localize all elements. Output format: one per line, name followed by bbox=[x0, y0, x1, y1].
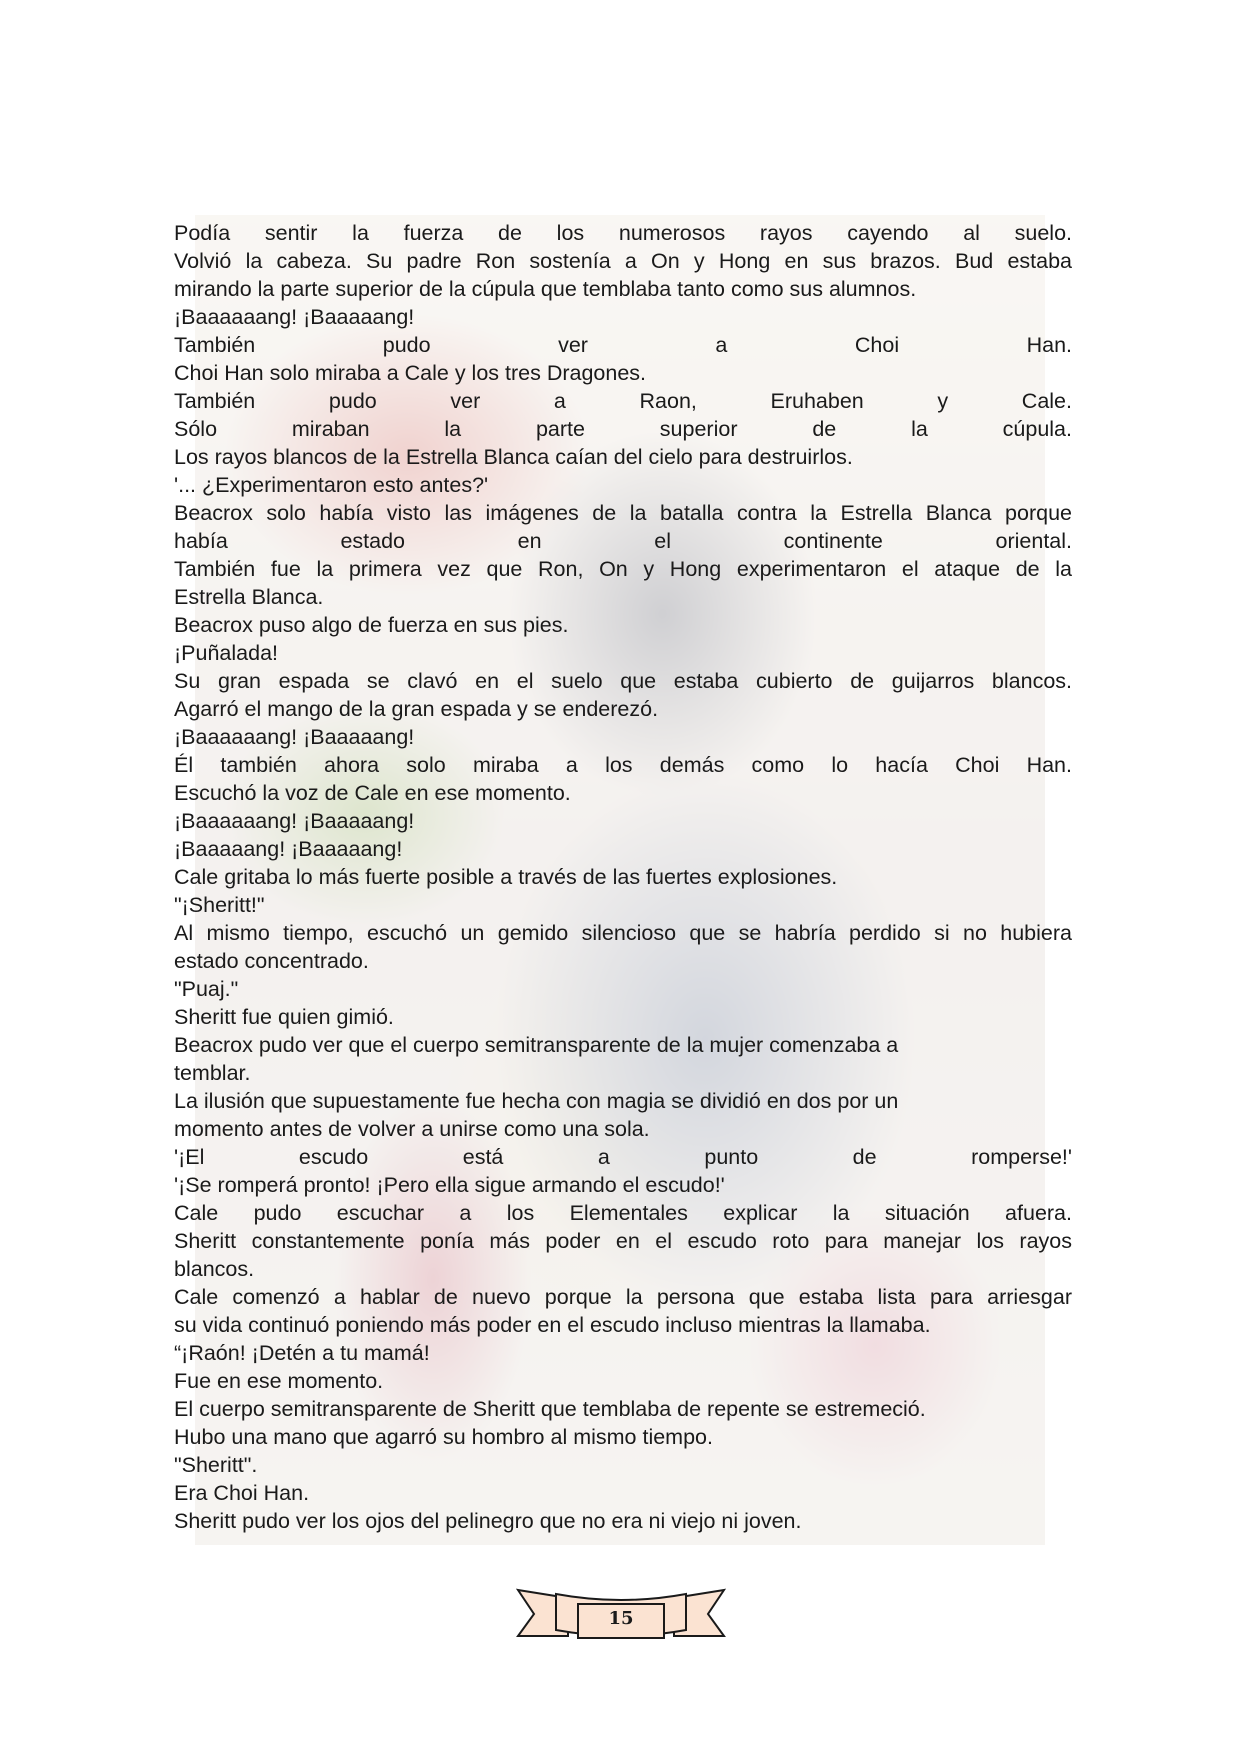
text-line: Estrella Blanca. bbox=[174, 585, 324, 609]
text-line: Sheritt fue quien gimió. bbox=[174, 1005, 394, 1029]
text-line: Sheritt pudo ver los ojos del pelinegro que no era ni viejo ni joven. bbox=[174, 1509, 802, 1533]
text-line: Cale pudo escuchar a los Elementales explicar la situación afuera. bbox=[174, 1201, 1072, 1225]
text-line: Beacrox solo había visto las imágenes de la batalla contra la Estrella Blanca porque bbox=[174, 501, 1072, 525]
text-line: Fue en ese momento. bbox=[174, 1369, 384, 1393]
text-line: La ilusión que supuestamente fue hecha con magia se dividió en dos por un bbox=[174, 1089, 899, 1113]
text-line: Al mismo tiempo, escuchó un gemido silencioso que se habría perdido si no hubiera bbox=[174, 921, 1072, 945]
text-line: El cuerpo semitransparente de Sheritt que temblaba de repente se estremeció. bbox=[174, 1397, 926, 1421]
text-line: '¡El escudo está a punto de romperse!' bbox=[174, 1145, 1072, 1169]
text-line: mirando la parte superior de la cúpula que temblaba tanto como sus alumnos. bbox=[174, 277, 917, 301]
text-line: Los rayos blancos de la Estrella Blanca caían del cielo para destruirlos. bbox=[174, 445, 853, 469]
text-line: Él también ahora solo miraba a los demás como lo hacía Choi Han. bbox=[174, 753, 1072, 777]
text-line: momento antes de volver a unirse como una sola. bbox=[174, 1117, 650, 1141]
text-line: estado concentrado. bbox=[174, 949, 369, 973]
page-number-banner bbox=[516, 1584, 726, 1644]
text-line: "Puaj." bbox=[174, 977, 239, 1001]
text-line: Su gran espada se clavó en el suelo que estaba cubierto de guijarros blancos. bbox=[174, 669, 1072, 693]
text-line: Sheritt constantemente ponía más poder en el escudo roto para manejar los rayos bbox=[174, 1229, 1072, 1253]
text-line: ¡Baaaaang! ¡Baaaaang! bbox=[174, 837, 403, 861]
text-line: Agarró el mango de la gran espada y se enderezó. bbox=[174, 697, 659, 721]
text-line: ¡Baaaaaang! ¡Baaaaang! bbox=[174, 809, 415, 833]
text-line: había estado en el continente oriental. bbox=[174, 529, 1072, 553]
text-line: También pudo ver a Raon, Eruhaben y Cale. bbox=[174, 389, 1072, 413]
page-number: 15 bbox=[608, 1608, 634, 1629]
text-line: Hubo una mano que agarró su hombro al mismo tiempo. bbox=[174, 1425, 713, 1449]
text-line: ¡Baaaaaang! ¡Baaaaang! bbox=[174, 305, 415, 329]
text-line: Podía sentir la fuerza de los numerosos rayos cayendo al suelo. bbox=[174, 221, 1072, 245]
text-line: temblar. bbox=[174, 1061, 251, 1085]
text-line: Beacrox pudo ver que el cuerpo semitransparente de la mujer comenzaba a bbox=[174, 1033, 899, 1057]
text-line: Sólo miraban la parte superior de la cúpula. bbox=[174, 417, 1072, 441]
text-line: Cale gritaba lo más fuerte posible a través de las fuertes explosiones. bbox=[174, 865, 838, 889]
text-line: '¡Se romperá pronto! ¡Pero ella sigue armando el escudo!' bbox=[174, 1173, 725, 1197]
text-line: También pudo ver a Choi Han. bbox=[174, 333, 1072, 357]
text-line: Choi Han solo miraba a Cale y los tres Dragones. bbox=[174, 361, 647, 385]
text-line: Cale comenzó a hablar de nuevo porque la persona que estaba lista para arriesgar bbox=[174, 1285, 1072, 1309]
text-line: su vida continuó poniendo más poder en el escudo incluso mientras la llamaba. bbox=[174, 1313, 931, 1337]
text-line: “¡Raón! ¡Detén a tu mamá! bbox=[174, 1341, 430, 1365]
text-line: ¡Baaaaaang! ¡Baaaaang! bbox=[174, 725, 415, 749]
text-line: '... ¿Experimentaron esto antes?' bbox=[174, 473, 489, 497]
text-line: Beacrox puso algo de fuerza en sus pies. bbox=[174, 613, 569, 637]
text-line: blancos. bbox=[174, 1257, 255, 1281]
text-line: "Sheritt". bbox=[174, 1453, 258, 1477]
body-text bbox=[174, 219, 1072, 1535]
text-line: ¡Puñalada! bbox=[174, 641, 278, 665]
text-line: También fue la primera vez que Ron, On y Hong experimentaron el ataque de la bbox=[174, 557, 1072, 581]
text-line: Era Choi Han. bbox=[174, 1481, 310, 1505]
text-line: Escuchó la voz de Cale en ese momento. bbox=[174, 781, 571, 805]
text-line: "¡Sheritt!" bbox=[174, 893, 265, 917]
text-line: Volvió la cabeza. Su padre Ron sostenía a On y Hong en sus brazos. Bud estaba bbox=[174, 249, 1072, 273]
